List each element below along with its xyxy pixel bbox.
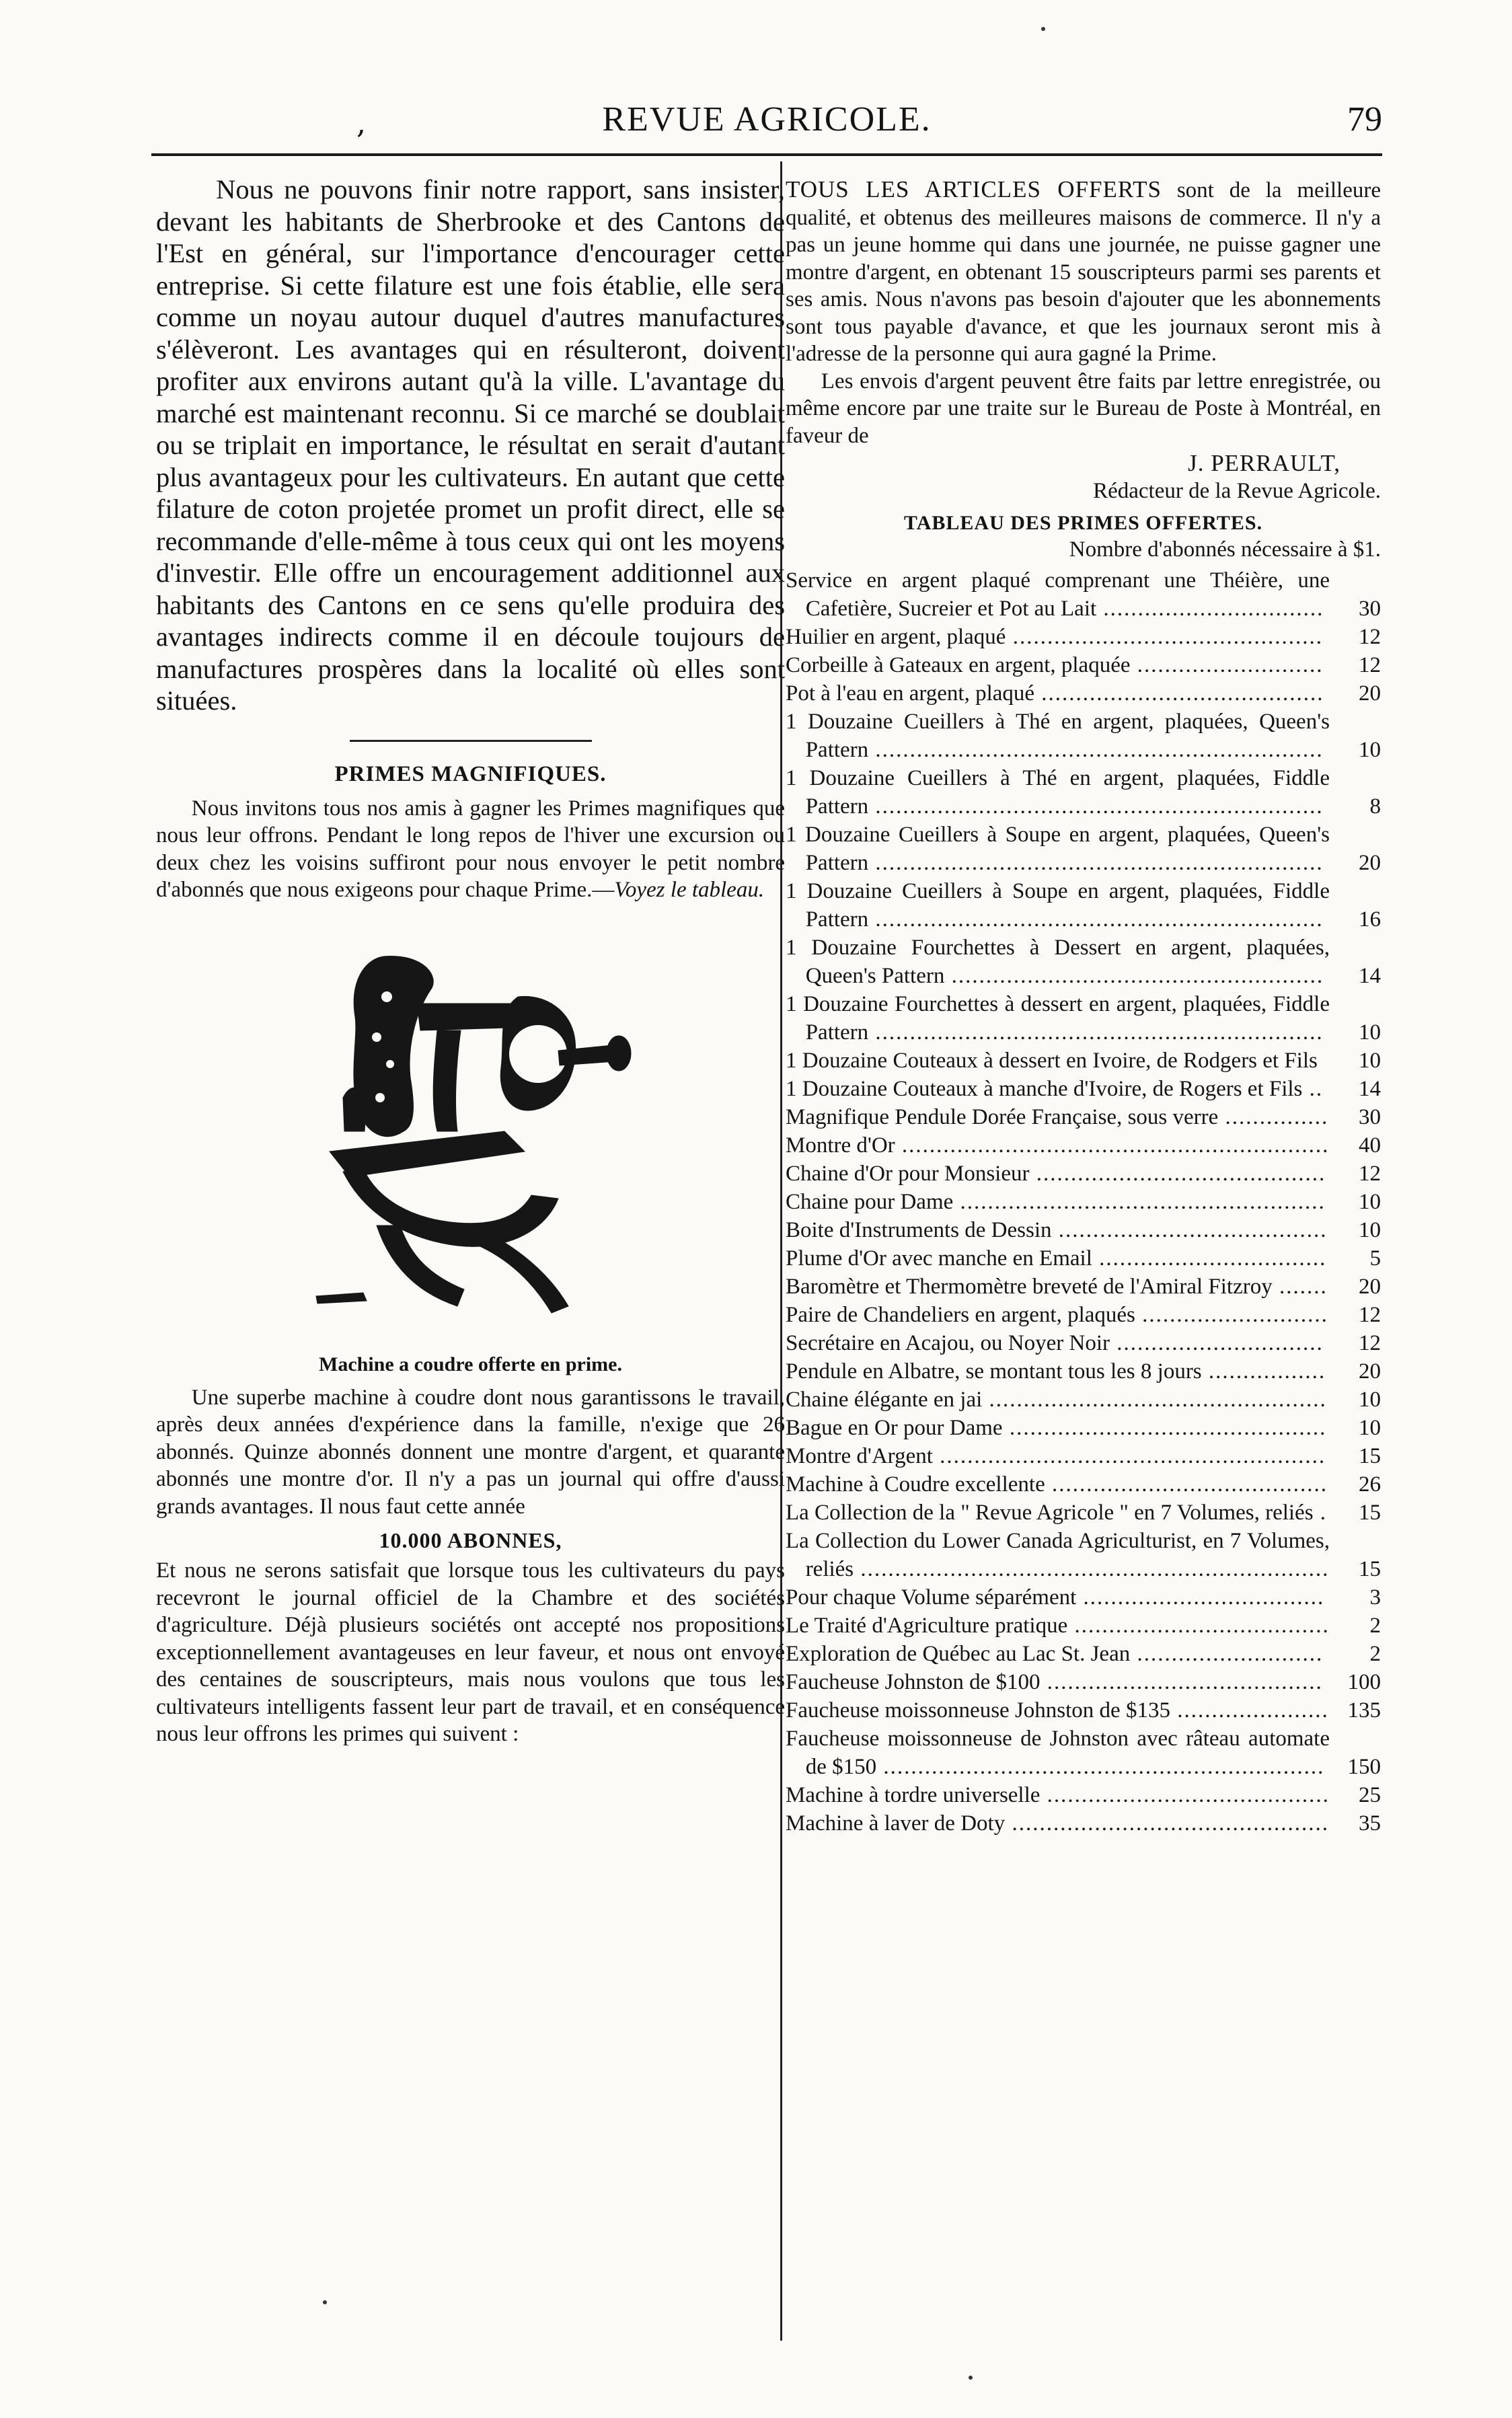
premium-count: 2: [1369, 1613, 1381, 1638]
page-number: 79: [1347, 100, 1382, 139]
leader-dots: ........................................: [1040, 1669, 1323, 1694]
premium-list: [786, 566, 1381, 1838]
premium-count: 20: [1359, 850, 1381, 875]
premium-count: 15: [1359, 1556, 1381, 1581]
premium-count: 12: [1359, 1161, 1381, 1186]
premium-name-text: Bague en Or pour Dame: [786, 1415, 1003, 1440]
premium-row: [786, 1273, 1381, 1301]
articles-paragraph: [786, 176, 1381, 368]
premium-name-text: Machine à Coudre excellente: [786, 1472, 1045, 1497]
premium-name: [786, 1725, 1330, 1781]
articles-text: sont de la meilleure qualité, et obtenus des meilleures maisons de commerce. Il n'y a pas un jeune homme qui dans une journée, ne puisse gagner une montre d'argent, en obtenant 15 souscripteurs parmi ses parents et ses amis. Nous n'avons pas besoin d'ajouter que les abonnements sont tous payable d'avance, et que les journaux seront mis à l'adresse de la personne qui aura gagné la Prime.: [786, 178, 1381, 366]
premium-name-text: Chaine pour Dame: [786, 1189, 954, 1214]
leader-dots: ...........................: [1135, 1302, 1328, 1327]
premium-name-text: Chaine d'Or pour Monsieur: [786, 1161, 1030, 1186]
premium-count: 16: [1359, 907, 1381, 932]
premium-name-text: 1 Douzaine Cueillers à Soupe en argent, plaquées, Fiddle Pattern: [786, 878, 1330, 932]
premium-row: [786, 1640, 1381, 1668]
premium-name: [786, 1640, 1330, 1668]
leader-dots: .............................................: [1006, 624, 1323, 649]
premium-count: 10: [1359, 1217, 1381, 1242]
leader-dots: ..: [1302, 1076, 1324, 1101]
machine-paragraph: Une superbe machine à coudre dont nous garantissons le travail, après deux années d'expérience dans la famille, n'exige que 26 abonnés. Quinze abonnés donnent une montre d'argent, et quarante abonnés une montre d'or. Il n'y a pas un journal qui offre d'aussi grands avantages. Il nous faut cette année: [156, 1385, 785, 1519]
leader-dots: ...........................: [1130, 1641, 1324, 1666]
premium-name: [786, 934, 1330, 990]
journal-title: REVUE AGRICOLE.: [602, 100, 932, 139]
premium-name-text: Exploration de Québec au Lac St. Jean: [786, 1641, 1131, 1666]
premium-row: [786, 1047, 1381, 1075]
premium-name-text: Montre d'Argent: [786, 1443, 933, 1468]
premium-name: [786, 1583, 1330, 1612]
premium-count: 12: [1359, 1330, 1381, 1355]
signature-name: J. PERRAULT,: [1188, 450, 1340, 476]
ink-speck: [969, 2376, 973, 2380]
premium-count: 30: [1359, 596, 1381, 621]
premium-name-text: Boite d'Instruments de Dessin: [786, 1217, 1052, 1242]
premium-name: [786, 1301, 1330, 1329]
premium-name: [786, 1781, 1330, 1809]
machine-caption: Machine a coudre offerte en prime.: [319, 1353, 622, 1375]
premium-name-text: Service en argent plaqué comprenant une Théière, une Cafetière, Sucreier et Pot au Lait: [786, 568, 1330, 621]
premium-count: 100: [1347, 1669, 1381, 1694]
premium-count: 30: [1359, 1104, 1381, 1129]
premium-name: [786, 1612, 1330, 1640]
premium-row: [786, 764, 1381, 821]
premium-name: [786, 1188, 1330, 1216]
premium-name-text: Pendule en Albatre, se montant tous les 8 jours: [786, 1359, 1202, 1384]
premium-name-text: 1 Douzaine Fourchettes à dessert en argent, plaquées, Fiddle Pattern: [786, 991, 1330, 1045]
signature-title: Rédacteur de la Revue Agricole.: [1093, 479, 1381, 503]
premium-row: [786, 1329, 1381, 1357]
premium-count: 10: [1359, 737, 1381, 762]
premium-name-text: Baromètre et Thermomètre breveté de l'Amiral Fitzroy: [786, 1274, 1273, 1299]
premium-count: 14: [1359, 1076, 1381, 1101]
premium-name-text: Chaine élégante en jai: [786, 1387, 983, 1412]
premium-count: 10: [1359, 1048, 1381, 1073]
premium-count: 12: [1359, 1302, 1381, 1327]
leader-dots: .........................................: [1040, 1782, 1330, 1807]
premium-name-text: Faucheuse moissonneuse de Johnston avec râteau automate de $150: [786, 1726, 1330, 1779]
premium-name: [786, 821, 1330, 877]
leader-dots: ...............: [1218, 1104, 1329, 1129]
premium-name-text: 1 Douzaine Couteaux à manche d'Ivoire, de Rogers et Fils: [786, 1076, 1303, 1101]
leader-dots: ................................: [1096, 596, 1324, 621]
premium-row: [786, 1696, 1381, 1725]
leader-dots: ..............................................: [1002, 1415, 1327, 1440]
premium-count: 10: [1359, 1189, 1381, 1214]
premium-name: [786, 1329, 1330, 1357]
premium-name-text: Faucheuse Johnston de $100: [786, 1669, 1041, 1694]
table-title: TABLEAU DES PRIMES OFFERTES.: [903, 511, 1263, 534]
premium-name-text: La Collection de la " Revue Agricole " en 7 Volumes, reliés: [786, 1500, 1314, 1525]
premium-count: 15: [1359, 1500, 1381, 1525]
premium-count: 150: [1347, 1754, 1381, 1779]
premium-count: 10: [1359, 1387, 1381, 1412]
premium-count: 25: [1359, 1782, 1381, 1807]
closing-paragraph: Et nous ne serons satisfait que lorsque tous les cultivateurs du pays recevront le journal officiel de la Chambre et des sociétés d'agriculture. Déjà plusieurs sociétés ont accepté nos propositions exceptionnellement avantageuses en leur faveur, et nous ont envoyé des centaines de souscripteurs, mais nous voulons que tous les cultivateurs intelligents fassent leur part de travail, et en conséquence nous leur offrons les primes qui suivent :: [156, 1558, 785, 1746]
sewing-machine-illustration: [303, 930, 639, 1347]
premium-count: 135: [1347, 1698, 1381, 1723]
ink-speck: [323, 2300, 327, 2304]
envois-paragraph: Les envois d'argent peuvent être faits par lettre enregistrée, ou même encore par une traite sur le Bureau de Poste à Montréal, en faveur de: [786, 369, 1381, 448]
premium-count: 10: [1359, 1020, 1381, 1045]
leader-dots: .......................................: [1051, 1217, 1328, 1242]
premium-row: [786, 877, 1381, 934]
premium-name: [786, 1131, 1330, 1160]
premium-row: [786, 1103, 1381, 1131]
header-rule: [151, 153, 1382, 156]
leader-dots: ..........................................: [1029, 1161, 1326, 1186]
premium-name: [786, 566, 1330, 623]
primes-heading: PRIMES MAGNIFIQUES.: [334, 761, 607, 786]
premium-row: [786, 1386, 1381, 1414]
premium-name: [786, 1075, 1330, 1103]
premium-row: [786, 708, 1381, 764]
left-column: [156, 174, 785, 1748]
premium-row: [786, 1301, 1381, 1329]
leader-dots: .................................................................: [868, 907, 1324, 932]
articles-lead: TOUS LES ARTICLES OFFERTS: [786, 176, 1162, 202]
premium-name: [786, 1216, 1330, 1244]
section-rule: [350, 740, 592, 742]
leader-dots: ...........................: [1130, 652, 1324, 677]
premium-name: [786, 1470, 1330, 1499]
leader-dots: .....................................................: [953, 1189, 1326, 1214]
premium-name-text: 1 Douzaine Cueillers à Thé en argent, plaquées, Queen's Pattern: [786, 709, 1330, 762]
premium-name-text: 1 Douzaine Fourchettes à Dessert en argent, plaquées, Queen's Pattern: [786, 935, 1330, 988]
premium-name: [786, 990, 1330, 1047]
premium-row: [786, 1725, 1381, 1781]
premium-count: 15: [1359, 1443, 1381, 1468]
leader-dots: .................................................................: [868, 1020, 1324, 1045]
premium-name: [786, 1273, 1330, 1301]
abonnes-heading: 10.000 ABONNES,: [379, 1528, 562, 1552]
premium-name-text: Secrétaire en Acajou, ou Noyer Noir: [786, 1330, 1110, 1355]
premium-name-text: Pour chaque Volume séparément: [786, 1585, 1077, 1610]
leader-dots: ................................................................: [876, 1754, 1325, 1779]
premium-count: 20: [1359, 1359, 1381, 1384]
premium-name: [786, 1414, 1330, 1442]
premium-name: [786, 1809, 1330, 1838]
premium-row: [786, 1075, 1381, 1103]
premium-name-text: Corbeille à Gateaux en argent, plaquée: [786, 652, 1131, 677]
premium-row: [786, 651, 1381, 679]
premium-name: [786, 679, 1330, 708]
leader-dots: .................................................: [982, 1387, 1327, 1412]
premium-name-text: Machine à laver de Doty: [786, 1811, 1006, 1836]
leader-dots: ..............................: [1109, 1330, 1324, 1355]
premium-row: [786, 1470, 1381, 1499]
premium-row: [786, 1583, 1381, 1612]
premium-count: 2: [1369, 1641, 1381, 1666]
premium-row: [786, 1527, 1381, 1583]
premium-row: [786, 1414, 1381, 1442]
premium-row: [786, 623, 1381, 651]
premium-count: 12: [1359, 624, 1381, 649]
premium-name-text: 1 Douzaine Cueillers à Soupe en argent, plaquées, Queen's Pattern: [786, 822, 1330, 875]
premium-count: 26: [1359, 1472, 1381, 1497]
leader-dots: .: [1313, 1500, 1328, 1525]
premium-row: [786, 679, 1381, 708]
right-column: [786, 176, 1381, 1838]
header-comma: ,: [356, 106, 366, 141]
premium-count: 5: [1369, 1246, 1381, 1271]
premium-count: 20: [1359, 681, 1381, 706]
premium-name: [786, 1103, 1330, 1131]
premium-name-text: Paire de Chandeliers en argent, plaqués: [786, 1302, 1135, 1327]
page-header: [151, 100, 1382, 147]
premium-name: [786, 1047, 1330, 1075]
premium-count: 10: [1359, 1415, 1381, 1440]
premium-name-text: Faucheuse moissonneuse Johnston de $135: [786, 1698, 1170, 1723]
premium-count: 8: [1369, 794, 1381, 819]
premium-name-text: Magnifique Pendule Dorée Française, sous verre: [786, 1104, 1219, 1129]
leader-dots: .....................................: [1067, 1613, 1330, 1638]
premium-name: [786, 1357, 1330, 1386]
primes-voyez: Voyez le tableau.: [614, 878, 765, 902]
premium-name: [786, 1668, 1330, 1696]
premium-row: [786, 1131, 1381, 1160]
premium-row: [786, 566, 1381, 623]
premium-row: [786, 1499, 1381, 1527]
leader-dots: ......................................................: [944, 963, 1324, 988]
premium-name-text: Huilier en argent, plaqué: [786, 624, 1006, 649]
leader-dots: .................................................................: [868, 794, 1324, 819]
premium-name-text: La Collection du Lower Canada Agriculturist, en 7 Volumes, reliés: [786, 1528, 1330, 1581]
premium-row: [786, 1244, 1381, 1273]
premium-name: [786, 1499, 1330, 1527]
premium-name: [786, 651, 1330, 679]
premium-name: [786, 1160, 1330, 1188]
premium-row: [786, 821, 1381, 877]
premium-row: [786, 1160, 1381, 1188]
primes-text: Nous invitons tous nos amis à gagner les Primes magnifiques que nous leur offrons. Pendant le long repos de l'hiver une excursion ou deux chez les voisins suffiront pour nous envoyer le petit nombre d'abonnés que nous exigeons pour chaque Prime.—: [156, 796, 785, 902]
premium-name: [786, 1442, 1330, 1470]
premium-row: [786, 1188, 1381, 1216]
premium-row: [786, 990, 1381, 1047]
leader-dots: ....................................................................: [854, 1556, 1330, 1581]
leader-dots: .................................................................: [868, 737, 1324, 762]
premium-row: [786, 1668, 1381, 1696]
premium-name-text: 1 Douzaine Couteaux à dessert en Ivoire, de Rodgers et Fils: [786, 1048, 1318, 1073]
primes-paragraph: [156, 795, 785, 904]
premium-name-text: Montre d'Or: [786, 1133, 895, 1158]
premium-count: 40: [1359, 1133, 1381, 1158]
leader-dots: ..............................................................: [895, 1133, 1330, 1158]
premium-row: [786, 1442, 1381, 1470]
table-subtitle: Nombre d'abonnés nécessaire à $1.: [1069, 537, 1381, 562]
premium-name: [786, 1386, 1330, 1414]
premium-name-text: Plume d'Or avec manche en Email: [786, 1246, 1092, 1271]
leader-dots: .................................................................: [868, 850, 1324, 875]
premium-name-text: 1 Douzaine Cueillers à Thé en argent, plaquées, Fiddle Pattern: [786, 765, 1330, 819]
premium-row: [786, 1809, 1381, 1838]
leader-dots: ........................................................: [932, 1443, 1326, 1468]
premium-count: 12: [1359, 652, 1381, 677]
premium-row: [786, 1781, 1381, 1809]
leader-dots: ......................: [1170, 1698, 1329, 1723]
leader-dots: ..............................................: [1005, 1811, 1329, 1836]
premium-count: 3: [1369, 1585, 1381, 1610]
leader-dots: .................: [1201, 1359, 1326, 1384]
premium-name: [786, 708, 1330, 764]
report-paragraph: Nous ne pouvons finir notre rapport, sans insister, devant les habitants de Sherbrooke et des Cantons de l'Est en général, sur l'importance d'encourager cette entreprise. Si cette filature est une fois établie, elle sera comme un noyau autour duquel d'autres manufactures s'élèveront. Les avantages qui en résulteront, doivent profiter aux environs autant qu'à la ville. L'avantage du marché est maintenant reconnu. Si ce marché se doublait ou se triplait en importance, le résultat en serait d'autant plus avantageux pour les cultivateurs. En autant que cette filature de coton projetée promet un profit direct, elle se recommande d'elle-même à tous ceux qui ont les moyens d'investir. Elle offre un encouragement additionnel aux habitants des Cantons en ce sens qu'elle produira des avantages indirects comme il en découle toujours de manufactures prospères dans la localité où elles sont situées.: [156, 174, 785, 716]
premium-row: [786, 1216, 1381, 1244]
leader-dots: .......: [1272, 1274, 1328, 1299]
premium-name: [786, 623, 1330, 651]
leader-dots: .................................: [1092, 1246, 1327, 1271]
leader-dots: ...................................: [1076, 1585, 1325, 1610]
ink-speck: [1041, 27, 1045, 31]
premium-count: 35: [1359, 1811, 1381, 1836]
premium-name-text: Pot à l'eau en argent, plaqué: [786, 681, 1035, 706]
premium-name: [786, 764, 1330, 821]
premium-name: [786, 1244, 1330, 1273]
premium-name-text: Le Traité d'Agriculture pratique: [786, 1613, 1068, 1638]
premium-row: [786, 1612, 1381, 1640]
leader-dots: ........................................: [1045, 1472, 1328, 1497]
premium-name: [786, 1696, 1330, 1725]
leader-dots: .........................................: [1034, 681, 1324, 706]
premium-name-text: Machine à tordre universelle: [786, 1782, 1041, 1807]
premium-count: 14: [1359, 963, 1381, 988]
premium-row: [786, 934, 1381, 990]
premium-name: [786, 877, 1330, 934]
premium-row: [786, 1357, 1381, 1386]
premium-name: [786, 1527, 1330, 1583]
premium-count: 20: [1359, 1274, 1381, 1299]
